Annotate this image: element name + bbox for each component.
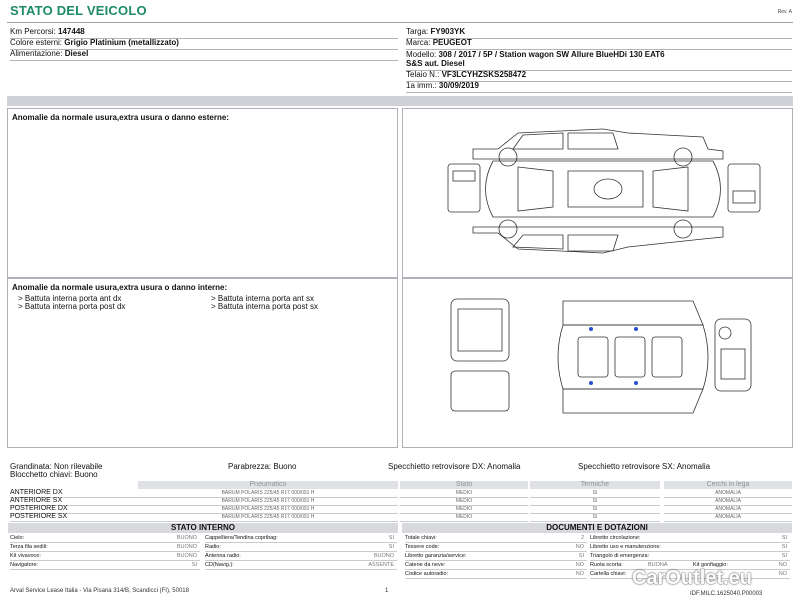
revision-label: Rev. A [777,9,792,15]
tyre-thermal: SI [530,513,660,522]
row-key: Navigatore: [10,562,39,568]
exterior-anomalies-label: Anomalie da normale usura,extra usura o danno esterne: [12,113,229,122]
color-label: Colore esterni: [10,38,63,47]
row-key: Kit gonfiaggio: [693,562,728,568]
rim-state: ANOMALIA [664,489,792,498]
footer-page-number: 1 [385,588,389,594]
interior-item: > Battuta interna porta ant sx [211,294,314,303]
tyre-model: BARUM POLARIS 225/45 R17 000/091 H [138,497,398,506]
registration-value: 30/09/2019 [438,81,479,90]
tyre-position: ANTERIORE DX [10,489,138,498]
row-value: SI [781,544,787,550]
rim-state: ANOMALIA [664,505,792,514]
brand-label: Marca: [406,38,431,47]
tyre-state: MEDIO [400,505,528,514]
row-value: SI [781,553,787,559]
footer-code: IDF.MILC.1625040.P00003 [690,591,763,597]
interior-diagram-box [402,278,793,448]
row-value: 2 [580,535,584,541]
row-key: Terza fila sedili: [10,544,48,550]
tyres-header-thermal: Termiche [530,481,660,489]
tyres-header-state: Stato [400,481,528,489]
row-key: Antenna radio: [205,553,241,559]
section-separator [7,96,793,106]
tyre-position: ANTERIORE SX [10,497,138,506]
color-value: Grigio Platinium (metallizzato) [64,38,179,47]
model-label: Modello: [406,50,437,59]
tyre-thermal: SI [530,489,660,498]
stato-interno-row [205,552,397,561]
stato-interno-row [10,552,200,561]
tyre-state: MEDIO [400,497,528,506]
tyres-header-rim: Cerchi in lega [664,481,792,489]
windshield-check: Parabrezza: Buono [228,462,297,471]
stato-interno-row [10,561,200,570]
stato-interno-row [10,534,200,543]
tyre-thermal: SI [530,497,660,506]
rim-state: ANOMALIA [664,497,792,506]
model-value: 308 / 2017 / 5P / Station wagon SW Allure BlueHDi 130 EAT6 [438,50,665,59]
row-value: NO [778,571,787,577]
hail-check: Grandinata: Non rilevabile [10,462,103,471]
documenti-row [590,552,790,561]
interior-anomalies-label: Anomalie da normale usura,extra usura o danno interne: [12,283,228,292]
row-key: CD(Navig.): [205,562,234,568]
row-value: BUONO [176,544,197,550]
interior-item: > Battuta interna porta post dx [18,302,126,311]
watermark-logo: CarOutlet.eu [632,567,753,589]
tyre-model: BARUM POLARIS 225/45 R17 000/091 H [138,505,398,514]
tyre-state: MEDIO [400,513,528,522]
interior-anomalies-box [7,278,398,448]
chassis-value: VF3LCYHZSKS258472 [441,70,527,79]
interior-item: > Battuta interna porta ant dx [18,294,122,303]
tyres-header-tyre: Pneumatico [138,481,398,489]
page-title: STATO DEL VEICOLO [10,3,147,18]
row-value: BUONO [176,553,197,559]
stato-interno-row [205,534,397,543]
plate-label: Targa: [406,27,429,36]
row-key: Triangolo di emergenza: [590,553,650,559]
row-value: ASSENTE [368,562,394,568]
registration-label: 1a imm.: [406,81,437,90]
row-value: NO [575,562,584,568]
documenti-title: DOCUMENTI E DOTAZIONI [402,523,792,533]
documenti-row [405,570,587,579]
documenti-row [405,534,587,543]
model-value-line2: S&S aut. Diesel [406,59,465,68]
documenti-row [405,552,587,561]
row-value: SI [781,535,787,541]
row-key: Kit vivavoce: [10,553,41,559]
stato-interno-title: STATO INTERNO [8,523,398,533]
row-key: Cielo: [10,535,25,541]
interior-item: > Battuta interna porta post sx [211,302,318,311]
car-interior-diagram [403,279,792,447]
row-key: Libretto uso e manutenzione: [590,544,661,550]
row-value: SI [388,544,394,550]
stato-interno-row [205,543,397,552]
stato-interno-row [205,561,397,570]
documenti-row [590,534,790,543]
documenti-row [590,543,790,552]
key-lock-check: Blocchetto chiavi: Buono [10,470,98,479]
row-value: BUONO [176,535,197,541]
plate-value: FY903YK [430,27,466,36]
row-key: Cappelliera/Tendina copribag: [205,535,278,541]
row-key: Libretto garanzia/service: [405,553,467,559]
mirror-sx-check: Specchietto retrovisore SX: Anomalia [578,462,711,471]
row-key: Ruota scorta: [590,562,623,568]
mirror-dx-check: Specchietto retrovisore DX: Anomalia [388,462,521,471]
exterior-anomalies-box [7,108,398,278]
row-value: SI [388,535,394,541]
row-value: BUONA [648,562,668,568]
car-exterior-diagram [403,109,792,277]
km-label: Km Percorsi: [10,27,56,36]
chassis-label: Telaio N.: [406,70,440,79]
tyre-state: MEDIO [400,489,528,498]
row-key: Cartella chiavi: [590,571,627,577]
fuel-value: Diesel [64,49,89,58]
row-value: NO [575,571,584,577]
km-value: 147448 [58,27,85,36]
fuel-label: Alimentazione: [10,49,63,58]
row-key: Tessere code: [405,544,440,550]
row-key: Catene da neve: [405,562,446,568]
rim-state: ANOMALIA [664,513,792,522]
row-value: NO [575,544,584,550]
header-divider [7,22,793,23]
row-value: BUONO [373,553,394,559]
row-key: Libretto circolazione: [590,535,641,541]
tyre-position: POSTERIORE SX [10,513,138,522]
stato-interno-row [10,543,200,552]
tyre-model: BARUM POLARIS 225/45 R17 000/091 H [138,489,398,498]
row-value: SI [191,562,197,568]
row-value: SI [578,553,584,559]
tyre-position: POSTERIORE DX [10,505,138,514]
row-key: Codice autoradio: [405,571,449,577]
row-value: NO [778,562,787,568]
footer-company: Arval Service Lease Italia - Via Pisana 314/B, Scandicci (FI), 50018 [10,588,189,594]
brand-value: PEUGEOT [432,38,472,47]
tyre-model: BARUM POLARIS 225/45 R17 000/091 H [138,513,398,522]
row-key: Totale chiavi: [405,535,437,541]
documenti-row [405,561,587,570]
documenti-row [405,543,587,552]
exterior-diagram-box [402,108,793,278]
row-key: Radio: [205,544,221,550]
tyre-thermal: SI [530,505,660,514]
